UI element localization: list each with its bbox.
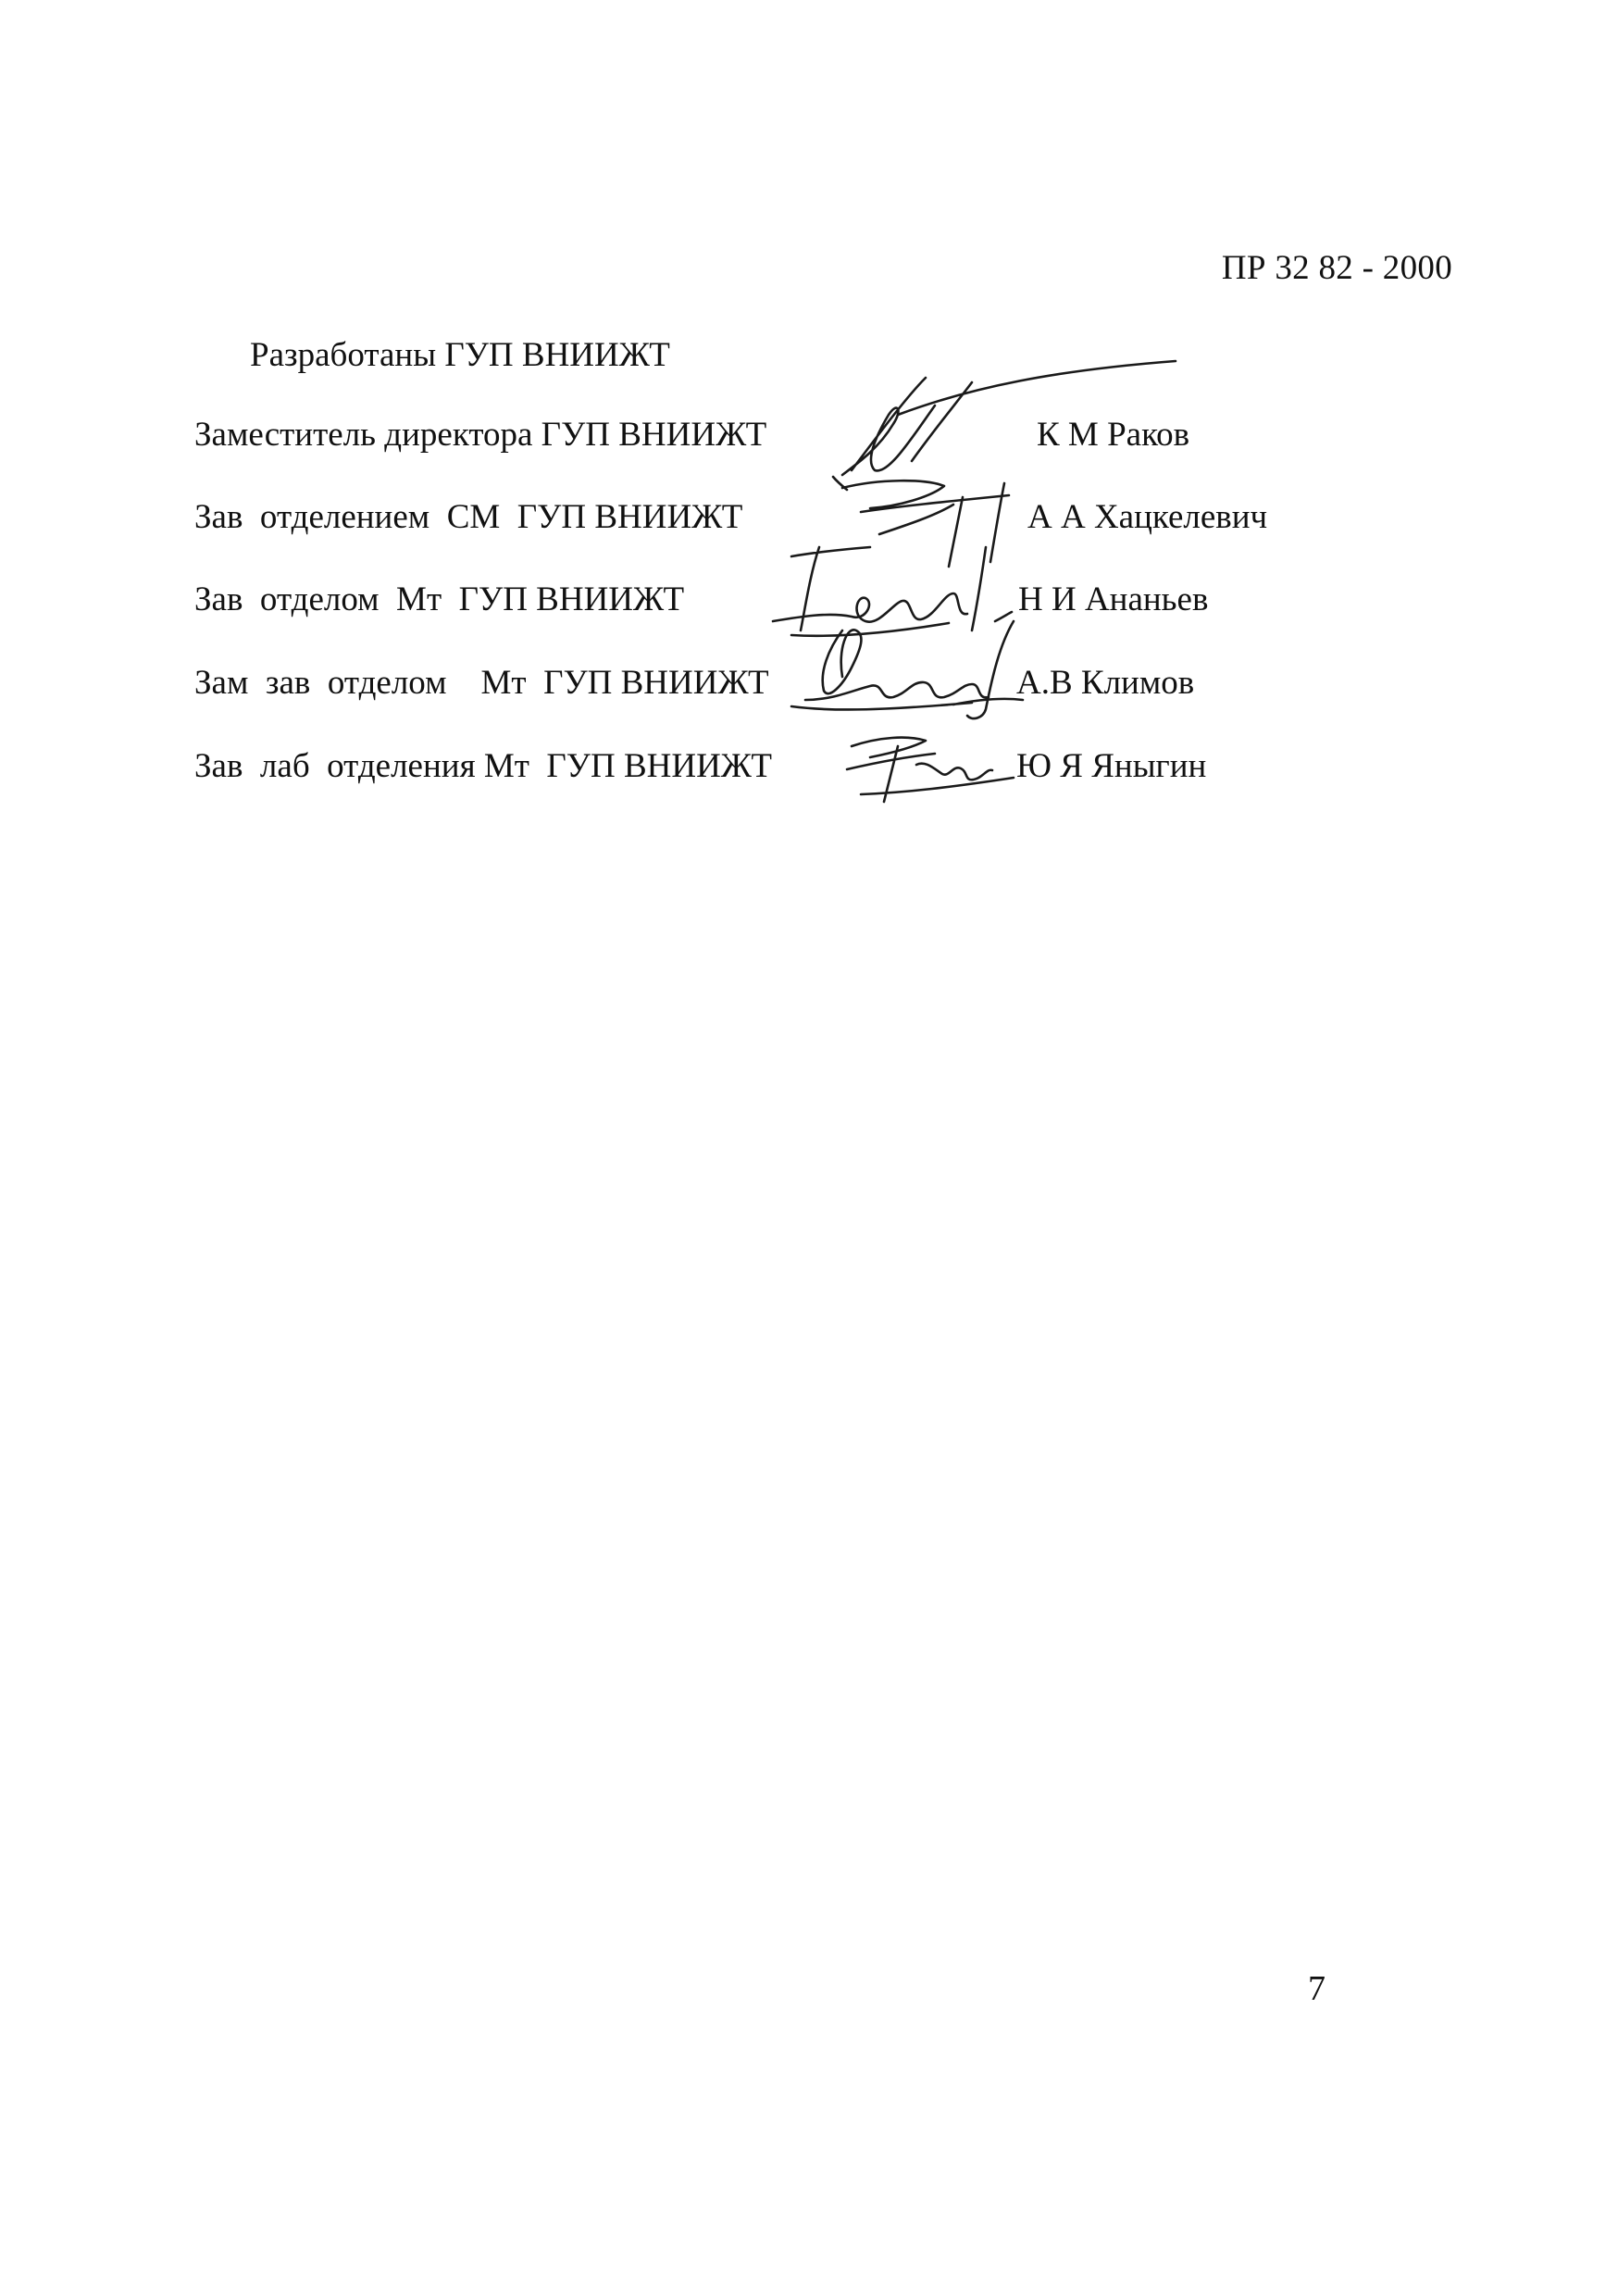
signatory-position: Зав отделением СМ ГУП ВНИИЖТ — [194, 498, 743, 536]
signatory-row — [0, 415, 1618, 470]
signatory-name: Ю Я Яныгин — [1016, 747, 1207, 785]
signatory-position: Зав отделом Мт ГУП ВНИИЖТ — [194, 580, 685, 618]
signatory-name: К М Раков — [1037, 416, 1190, 454]
signatory-position: Зав лаб отделения Мт ГУП ВНИИЖТ — [194, 747, 772, 785]
signatory-name: А А Хацкелевич — [1027, 498, 1268, 536]
signatory-position: Зам зав отделом Мт ГУП ВНИИЖТ — [194, 664, 769, 702]
signatory-name: Н И Ананьев — [1018, 580, 1209, 618]
signature-image — [787, 612, 1046, 732]
signatory-name: А.В Климов — [1016, 664, 1195, 702]
signatory-row — [0, 746, 1618, 802]
document-code: ПР 32 82 - 2000 — [1221, 249, 1452, 287]
developed-by-line: Разработаны ГУП ВНИИЖТ — [250, 336, 670, 374]
signatory-position: Заместитель директора ГУП ВНИИЖТ — [194, 416, 767, 454]
signatory-row — [0, 663, 1618, 718]
signature-image — [833, 728, 1018, 811]
page-number: 7 — [1308, 1969, 1326, 2008]
